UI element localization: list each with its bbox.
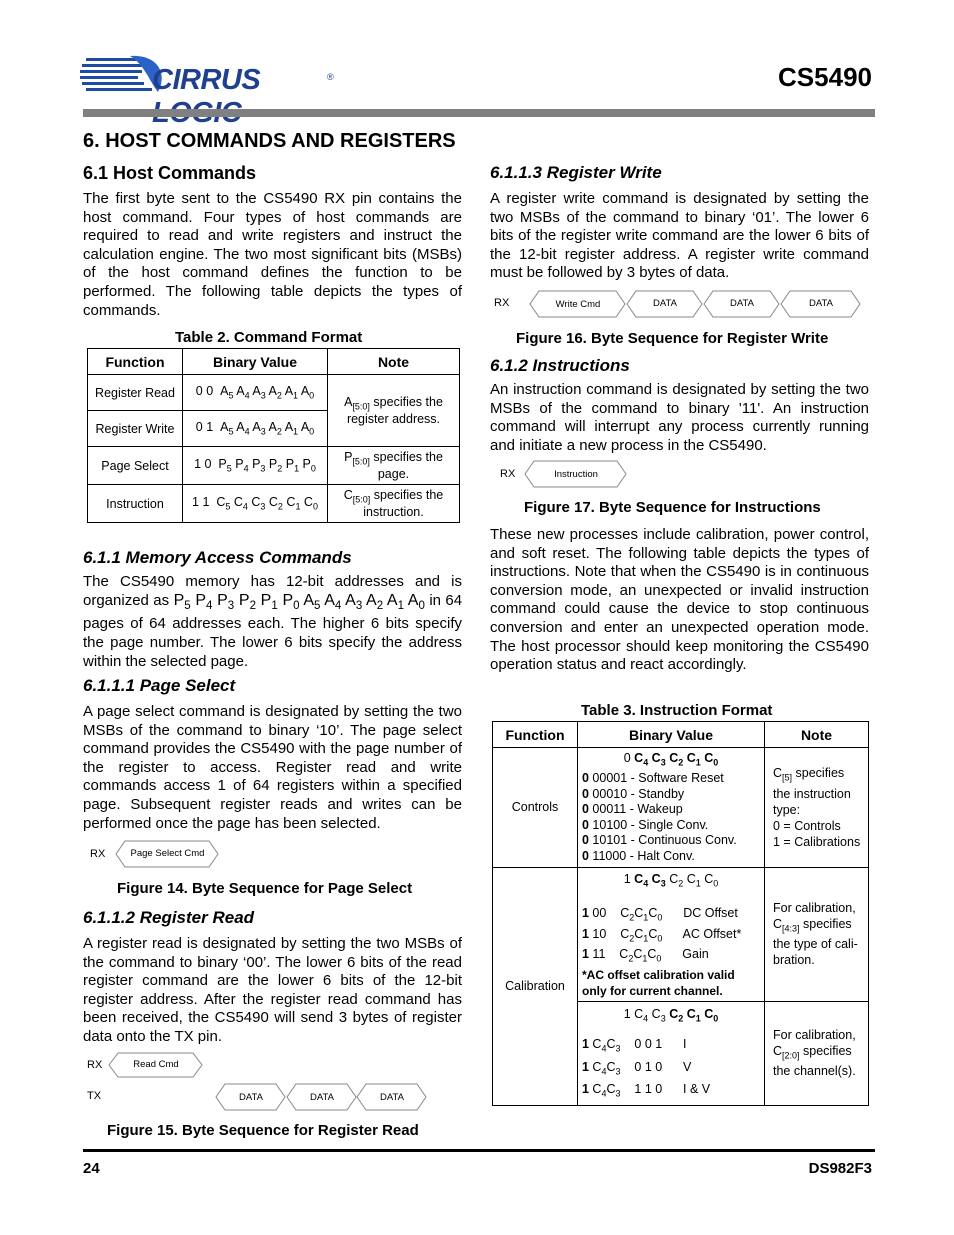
table-header: Note [328, 349, 460, 375]
table-2-caption: Table 2. Command Format [175, 329, 363, 346]
section-6-1-2-title: 6.1.2 Instructions [490, 356, 630, 375]
instruction-label: Instruction [554, 469, 598, 480]
header-divider [83, 109, 875, 117]
channel-note-cell: For calibration, $C_{[2:0]}$ specifies the channel(s). [765, 1001, 869, 1105]
tx-label: TX [87, 1090, 102, 1102]
table-header: Function [88, 349, 183, 375]
rx-label: RX [500, 468, 516, 480]
table-cell: 0 0 $A_5$ $A_4$ $A_3$ $A_2$ $A_1$ $A_0$ [183, 375, 328, 411]
data-byte-label: DATA [730, 298, 754, 309]
table-cell: 1 1 $C_5$ $C_4$ $C_3$ $C_2$ $C_1$ $C_0$ [183, 485, 328, 523]
brand-name: CIRRUS [152, 64, 261, 96]
figure-14-caption: Figure 14. Byte Sequence for Page Select [117, 880, 413, 897]
calibration-note-cell: For calibration, $C_{[4:3]}$ specifies the type of cali- bration. [765, 867, 869, 1001]
controls-note-cell: $C_{[5]}$ specifies the instruction type: 0 = Controls 1 = Calibrations [765, 748, 869, 868]
table-3-caption: Table 3. Instruction Format [581, 702, 773, 719]
section-6-1-1-3-title: 6.1.1.3 Register Write [490, 163, 662, 182]
table-cell: Instruction [88, 485, 183, 523]
section-title: 6. HOST COMMANDS AND REGISTERS [83, 130, 456, 152]
data-byte-label: DATA [239, 1092, 263, 1103]
footer-divider [83, 1149, 875, 1152]
table-cell: 1 0 $P_5$ $P_4$ $P_3$ $P_2$ $P_1$ $P_0$ [183, 447, 328, 485]
figure-17-caption: Figure 17. Byte Sequence for Instructions [524, 499, 821, 516]
instruction-format-table [492, 721, 869, 1106]
section-6-1-2-body: An instruction command is designated by setting the two MSBs of the command to binary '11'. An instruction command will interrupt any process currently running and initiate a new process in the CS5490. [490, 381, 869, 454]
section-6-1-1-1-title: 6.1.1.1 Page Select [83, 676, 236, 695]
section-6-1-1-body: The CS5490 memory has 12-bit addresses and is organized as $P_5$ $P_4$ $P_3$ $P_2$ $P_1$ $P_0$ $A_5$ $A_4$ $A_3$ $A_2$ $A_1$ $A_0$ in 64 pages of 64 addresses each. The higher 6 bits specify the page number. The lower 6 bits specify the address within the selected page. [83, 573, 463, 670]
write-cmd-label: Write Cmd [555, 299, 601, 310]
read-cmd-label: Read Cmd [133, 1059, 179, 1070]
command-format-table [87, 348, 460, 523]
figure-15-caption: Figure 15. Byte Sequence for Register Read [107, 1122, 419, 1139]
calibration-type-cell: 1 $C_4$ $C_3$ $C_2$ $C_1$ $C_0$ 1 00 $C_2C_1C_0$ DC Offset 1 10 $C_2C_1C_0$ AC Offset* 1 11 $C_2C_1C_0$ Gain *AC offset calibration valid only for current channel. [578, 867, 765, 1001]
section-6-1-1-title: 6.1.1 Memory Access Commands [83, 548, 352, 567]
figure-16-caption: Figure 16. Byte Sequence for Register Write [516, 330, 829, 347]
data-byte-label: DATA [653, 298, 677, 309]
section-6-1-title: 6.1 Host Commands [83, 163, 257, 183]
calibration-channel-cell: 1 $C_4$ $C_3$ $C_2$ $C_1$ $C_0$ 1 $C_4C_3$ 0 0 1 I 1 $C_4C_3$ 0 1 0 V 1 $C_4C_3$ 1 1 0 I & V [578, 1001, 765, 1105]
table-cell: Calibration [493, 867, 578, 1105]
instructions-body: These new processes include calibration, power control, and soft reset. The following table depicts the types of instructions. Note that when the CS5490 is in continuous conversion mode, an unexpected or invalid instruction command could cause the device to stop continuous conversion and enter an unexpected operation mode. The host processor should keep monitoring the CS5490 operation status and react accordingly. [490, 526, 869, 674]
page-select-cmd-label: Page Select Cmd [130, 848, 205, 859]
document-title: CS5490 [778, 62, 872, 92]
data-byte-label: DATA [310, 1092, 334, 1103]
table-cell: Register Write [88, 411, 183, 447]
data-byte-label: DATA [809, 298, 833, 309]
table-cell: Page Select [88, 447, 183, 485]
rx-label: RX [87, 1059, 103, 1071]
rx-label: RX [494, 297, 510, 309]
table-cell-note-c: $C_{[5:0]}$ specifies the instruction. [328, 485, 460, 523]
section-6-1-1-2-body: A register read is designated by setting the two MSBs of the command to binary ‘00’. The lower 6 bits of the read register command are the lower 6 bits of the 12-bit register address. After the register read command has been received, the CS5490 will send 3 bytes of register data onto the TX pin. [83, 935, 462, 1045]
table-cell-note-a: $A_{[5:0]}$ specifies the register address. [328, 375, 460, 447]
table-header: Note [765, 722, 869, 748]
registered-mark: ® [327, 72, 334, 82]
section-6-1-1-2-title: 6.1.1.2 Register Read [83, 908, 255, 927]
table-cell: Register Read [88, 375, 183, 411]
table-cell-note-p: $P_{[5:0]}$ specifies the page. [328, 447, 460, 485]
document-id: DS982F3 [808, 1160, 872, 1177]
controls-binary-cell: 0 $C_4$ $C_3$ $C_2$ $C_1$ $C_0$ 0 00001 - Software Reset 0 00010 - Standby 0 00011 - Wakeup 0 10100 - Single Conv. 0 10101 - Continuous Conv. 0 11000 - Halt Conv. [578, 748, 765, 868]
section-6-1-1-3-body: A register write command is designated by setting the two MSBs of the command to binary ‘01’. The lower 6 bits of the register write command are the lower 6 bits of the 12-bit register address. A register write command must be followed by 3 bytes of data. [490, 190, 869, 282]
company-logo [80, 52, 340, 100]
page-number: 24 [83, 1160, 100, 1177]
data-byte-label: DATA [380, 1092, 404, 1103]
section-6-1-1-1-body: A page select command is designated by setting the two MSBs of the command to binary ‘10’. The page select command provides the CS5490 with the page number of the register to access. Register read and write commands access 1 of 64 registers within a specified page. Subsequent register reads and writes can be performed once the page has been selected. [83, 703, 462, 832]
table-header: Binary Value [578, 722, 765, 748]
table-header: Function [493, 722, 578, 748]
table-cell: 0 1 $A_5$ $A_4$ $A_3$ $A_2$ $A_1$ $A_0$ [183, 411, 328, 447]
rx-label: RX [90, 848, 106, 860]
table-header: Binary Value [183, 349, 328, 375]
section-6-1-body: The first byte sent to the CS5490 RX pin contains the host command. Four types of host commands are required to read and write registers and instruct the calculation engine. The two most significant bits (MSBs) of the host command defines the function to be performed. The following table depicts the types of commands. [83, 190, 462, 319]
table-cell: Controls [493, 748, 578, 868]
